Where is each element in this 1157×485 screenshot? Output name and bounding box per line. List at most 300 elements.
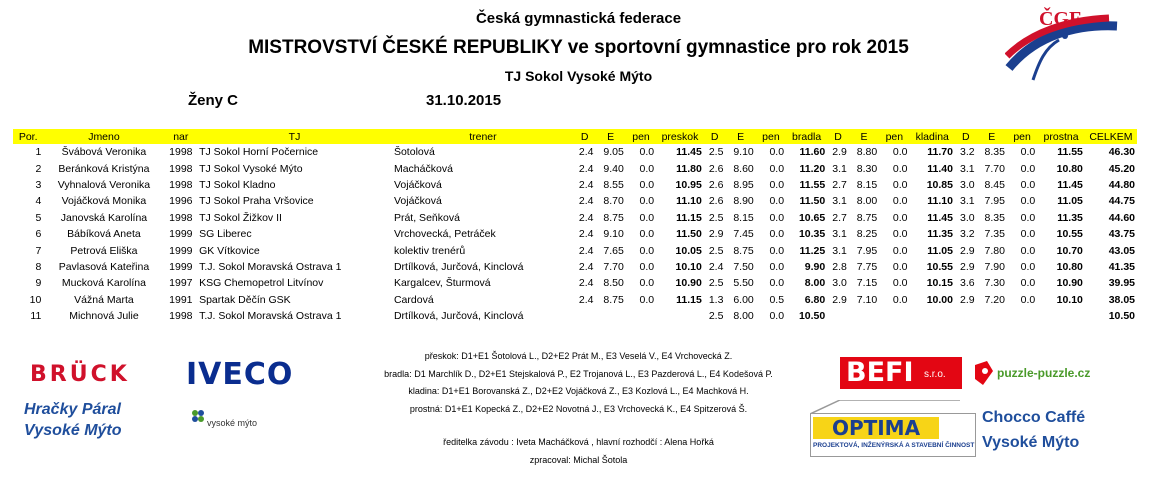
column-header-vault-score: preskok: [656, 129, 704, 144]
cell-floor-score: 11.45: [1057, 178, 1083, 191]
cell-born: 1998: [169, 310, 193, 323]
cell-vault-score: 11.15: [676, 211, 702, 224]
cell-bars-pen: 0.0: [769, 244, 785, 257]
cell-vault-score: 11.45: [676, 146, 702, 159]
cell-vault-e: 9.10: [603, 228, 624, 241]
cell-name: Pavlasová Kateřina: [58, 260, 150, 273]
cell-bars-d: 2.5: [708, 277, 724, 290]
hracky-line2: Vysoké Mýto: [24, 422, 122, 439]
cell-vault-pen: [626, 308, 656, 324]
cell-floor-d: 3.1: [960, 195, 975, 208]
cell-vault-d: 2.4: [578, 195, 594, 208]
page-title: MISTROVSTVÍ ČESKÉ REPUBLIKY ve sportovní gymnastice pro rok 2015: [248, 37, 909, 58]
cell-beam-score: 10.15: [926, 277, 953, 290]
cell-beam-score: [910, 308, 955, 324]
cell-club: Spartak Děčín GSK: [199, 293, 291, 306]
cell-coach: Cardová: [393, 293, 434, 306]
cell-bars-pen: 0.0: [769, 228, 785, 241]
cell-beam-e: 8.30: [856, 162, 878, 175]
director-info: ředitelka závodu : Iveta Macháčková , hlavní rozhodčí : Alena Hořká: [443, 437, 714, 447]
cell-total: 44.80: [1108, 178, 1135, 191]
befi-logo-text: BEFI: [846, 357, 914, 388]
cell-floor-e: 7.80: [984, 244, 1005, 257]
cell-beam-e: 8.15: [856, 178, 878, 191]
judges-vault: přeskok: D1+E1 Šotolová L., D2+E2 Prát M., E3 Veselá V., E4 Vrchovecká Z.: [424, 351, 733, 361]
cell-club: T.J. Sokol Moravská Ostrava 1: [199, 310, 342, 323]
event-date: 31.10.2015: [426, 92, 502, 109]
cell-coach: Drtílková, Jurčová, Kinclová: [393, 310, 524, 323]
cell-club: TJ Sokol Praha Vršovice: [199, 195, 314, 208]
judges-bars: bradla: D1 Marchlík D., D2+E1 Stejskalová P., E2 Trojanová L., E3 Pazderová L., E4 Kodešová P.: [384, 369, 773, 379]
cell-bars-e: 8.00: [733, 310, 754, 323]
cell-club: TJ Sokol Žižkov II: [199, 211, 282, 224]
cell-beam-d: 3.0: [832, 277, 847, 290]
column-header-beam-score: kladina: [910, 129, 955, 144]
column-header-floor-e: E: [977, 129, 1007, 144]
cell-rank: 10: [29, 293, 42, 306]
table-row: [13, 292, 1137, 308]
cell-born: 1998: [169, 211, 193, 224]
cell-bars-score: 10.35: [798, 228, 826, 241]
cell-floor-pen: [1007, 308, 1037, 324]
cell-coach: Vrchovecká, Petráček: [393, 228, 496, 241]
column-header-floor-d: D: [955, 129, 977, 144]
cell-bars-e: 8.75: [733, 244, 754, 257]
cell-vault-e: 7.70: [603, 260, 624, 273]
processed-by: zpracoval: Michal Šotola: [529, 455, 628, 465]
cell-vault-e: 8.70: [603, 195, 624, 208]
cell-beam-pen: 0.0: [892, 244, 908, 257]
column-header-bars-pen: pen: [756, 129, 786, 144]
cell-floor-d: 3.2: [960, 146, 975, 159]
befi-logo-sro: s.r.o.: [924, 369, 946, 380]
cell-beam-pen: 0.0: [892, 211, 908, 224]
cell-coach: Prát, Seňková: [393, 211, 460, 224]
cell-vault-e: 9.05: [603, 146, 624, 159]
cell-beam-pen: 0.0: [892, 162, 908, 175]
organizer: TJ Sokol Vysoké Mýto: [504, 68, 653, 84]
cell-vault-pen: 0.0: [639, 244, 655, 257]
cell-floor-score: 10.80: [1056, 260, 1083, 273]
column-header-rank: Por.: [13, 129, 43, 144]
cell-vault-score: 11.50: [676, 228, 702, 241]
cell-rank: 7: [35, 244, 42, 257]
optima-logo-sub: PROJEKTOVÁ, INŽENÝRSKÁ A STAVEBNÍ ČINNOST: [813, 442, 975, 449]
cell-vault-e: 8.55: [603, 178, 624, 191]
judges-floor: prostná: D1+E1 Kopecká Z., D2+E2 Novotná J., E3 Vrchovecká K., E4 Spitzerová Š.: [409, 404, 748, 414]
cell-vault-d: 2.4: [578, 244, 594, 257]
cell-rank: 11: [30, 310, 42, 323]
cell-total: 46.30: [1108, 146, 1135, 159]
cell-total: 43.05: [1108, 244, 1135, 257]
column-header-club: TJ: [197, 129, 392, 144]
cell-floor-d: 3.0: [960, 178, 975, 191]
cell-floor-score: 11.35: [1057, 211, 1083, 224]
cell-floor-e: 7.20: [984, 293, 1005, 306]
vysoke-myto-logo: vysoké mýto: [207, 418, 258, 428]
cell-floor-d: 2.9: [960, 260, 975, 273]
cell-beam-score: 11.70: [927, 146, 953, 159]
cell-born: 1991: [169, 293, 193, 306]
cell-vault-pen: 0.0: [639, 162, 655, 175]
cell-coach: Kargalcev, Šturmová: [393, 277, 491, 290]
cell-name: Janovská Karolína: [60, 211, 148, 224]
cell-floor-d: 3.6: [960, 277, 975, 290]
cell-beam-e: 8.80: [856, 146, 878, 159]
column-header-floor-score: prostna: [1037, 129, 1085, 144]
cell-vault-pen: 0.0: [639, 277, 655, 290]
cell-floor-pen: 0.0: [1020, 146, 1036, 159]
cell-vault-score: 10.95: [675, 178, 702, 191]
cell-vault-pen: 0.0: [639, 293, 655, 306]
cell-vault-e: 8.50: [603, 277, 624, 290]
bruck-logo: BRÜCK: [30, 362, 130, 387]
cell-vault-pen: 0.0: [639, 195, 655, 208]
cell-floor-d: 2.9: [960, 244, 975, 257]
cell-beam-e: 7.75: [856, 260, 878, 273]
cell-beam-pen: 0.0: [892, 260, 908, 273]
cell-floor-pen: 0.0: [1020, 162, 1036, 175]
cell-bars-score: 9.90: [804, 260, 826, 273]
optima-logo: [810, 413, 976, 457]
cell-beam-d: 2.7: [832, 211, 847, 224]
cell-bars-d: 2.4: [708, 260, 724, 273]
cell-vault-d: 2.4: [578, 162, 594, 175]
cell-name: Vojáčková Monika: [61, 195, 147, 208]
cell-floor-pen: 0.0: [1020, 211, 1036, 224]
cell-club: TJ Sokol Horní Počernice: [199, 146, 319, 159]
cell-floor-d: 3.0: [960, 211, 975, 224]
category: Ženy C: [188, 92, 239, 109]
cell-vault-d: 2.4: [578, 228, 594, 241]
cell-beam-score: 10.55: [926, 260, 953, 273]
column-header-vault-d: D: [574, 129, 596, 144]
cell-total: 44.60: [1108, 211, 1135, 224]
iveco-logo: IVECO: [186, 357, 294, 392]
cell-vault-e: [596, 308, 626, 324]
table-row: [13, 242, 1137, 258]
cell-club: T.J. Sokol Moravská Ostrava 1: [199, 260, 342, 273]
cgf-logo: [1005, 6, 1123, 86]
federation-name: Česká gymnastická federace: [475, 10, 682, 27]
cell-vault-pen: 0.0: [639, 146, 655, 159]
table-row: [13, 308, 1137, 324]
cell-bars-pen: 0.0: [769, 162, 785, 175]
cell-vault-pen: 0.0: [639, 228, 655, 241]
cell-floor-e: 8.35: [984, 211, 1005, 224]
cell-club: GK Vítkovice: [199, 244, 260, 257]
cell-bars-e: 9.10: [733, 146, 754, 159]
cell-floor-pen: 0.0: [1020, 178, 1036, 191]
befi-logo: [840, 357, 962, 389]
cell-vault-d: 2.4: [578, 146, 594, 159]
cell-beam-e: 7.10: [856, 293, 878, 306]
cell-bars-score: 11.25: [799, 244, 826, 257]
cell-beam-pen: 0.0: [892, 146, 908, 159]
cell-born: 1998: [169, 146, 193, 159]
cell-bars-d: 2.6: [708, 162, 724, 175]
chocco-line1: Chocco Caffé: [982, 409, 1086, 426]
cell-vault-pen: 0.0: [639, 211, 655, 224]
column-header-name: Jmeno: [43, 129, 164, 144]
cell-beam-pen: 0.0: [892, 178, 908, 191]
cell-rank: 6: [35, 228, 42, 241]
cell-born: 1998: [169, 162, 193, 175]
cell-floor-e: 7.90: [984, 260, 1005, 273]
chocco-line2: Vysoké Mýto: [982, 434, 1080, 451]
cell-floor-score: 10.70: [1056, 244, 1083, 257]
cell-bars-score: 8.00: [804, 277, 826, 290]
cell-name: Vyhnalová Veronika: [57, 178, 151, 191]
cell-beam-score: 11.05: [927, 244, 953, 257]
cell-born: 1999: [169, 260, 193, 273]
column-header-floor-pen: pen: [1007, 129, 1037, 144]
cell-name: Petrová Eliška: [70, 244, 138, 257]
cell-rank: 3: [35, 178, 42, 191]
table-row: [13, 144, 1137, 160]
cell-rank: 2: [35, 162, 42, 175]
cell-vault-score: 10.90: [675, 277, 702, 290]
cell-bars-pen: 0.0: [769, 277, 785, 290]
vysoke-myto-emblem-icon: [190, 408, 206, 424]
cell-born: 1997: [169, 277, 193, 290]
cell-bars-score: 10.65: [798, 211, 826, 224]
cell-floor-pen: 0.0: [1020, 293, 1036, 306]
cell-vault-score: 11.80: [676, 162, 702, 175]
cell-bars-d: 2.6: [708, 178, 724, 191]
cell-total: 43.75: [1108, 228, 1135, 241]
column-header-beam-e: E: [849, 129, 879, 144]
cell-beam-d: 2.9: [832, 146, 847, 159]
cell-bars-e: 7.45: [733, 228, 754, 241]
cell-coach: Šotolová: [393, 146, 435, 159]
cell-bars-pen: 0.0: [769, 211, 785, 224]
cell-total: 38.05: [1108, 293, 1135, 306]
cell-name: Mucková Karolína: [61, 277, 146, 290]
table-header-row: [13, 129, 1137, 144]
cell-floor-score: 11.05: [1057, 195, 1083, 208]
cell-bars-e: 6.00: [733, 293, 754, 306]
cell-floor-e: 7.35: [984, 228, 1005, 241]
table-row: [13, 177, 1137, 193]
cell-bars-e: 5.50: [733, 277, 754, 290]
cell-beam-score: 10.00: [926, 293, 953, 306]
cell-name: Michnová Julie: [69, 310, 139, 323]
table-row: [13, 226, 1137, 242]
cell-floor-pen: 0.0: [1020, 244, 1036, 257]
cell-bars-score: 6.80: [804, 293, 826, 306]
cell-bars-score: 11.50: [799, 195, 826, 208]
cell-floor-e: 7.95: [984, 195, 1005, 208]
cell-club: KSG Chemopetrol Litvínov: [199, 277, 324, 290]
cell-vault-d: 2.4: [578, 178, 594, 191]
cell-beam-score: 11.35: [927, 228, 953, 241]
cell-club: SG Liberec: [199, 228, 252, 241]
cell-beam-pen: [879, 308, 909, 324]
cell-rank: 9: [35, 277, 42, 290]
cell-floor-e: [977, 308, 1007, 324]
cell-born: 1998: [169, 178, 193, 191]
cell-vault-pen: 0.0: [639, 260, 655, 273]
cell-bars-d: 2.5: [708, 244, 724, 257]
cell-bars-e: 7.50: [733, 260, 754, 273]
cell-floor-e: 8.45: [984, 178, 1005, 191]
cell-bars-e: 8.90: [733, 195, 754, 208]
cell-coach: Drtílková, Jurčová, Kinclová: [393, 260, 524, 273]
cell-bars-score: 11.20: [799, 162, 826, 175]
cell-floor-d: 3.2: [960, 228, 975, 241]
cell-beam-d: 2.9: [832, 293, 847, 306]
cell-floor-score: 10.10: [1056, 293, 1083, 306]
cell-beam-pen: 0.0: [892, 228, 908, 241]
cell-bars-e: 8.95: [733, 178, 754, 191]
table-row: [13, 160, 1137, 176]
cell-floor-e: 8.35: [984, 146, 1005, 159]
cell-vault-e: 7.65: [603, 244, 624, 257]
cell-rank: 4: [35, 195, 42, 208]
table-row: [13, 193, 1137, 209]
cell-beam-score: 11.45: [927, 211, 953, 224]
cell-vault-d: 2.4: [578, 260, 594, 273]
cell-bars-d: 2.5: [708, 211, 724, 224]
cell-vault-score: 10.10: [675, 260, 702, 273]
cell-bars-pen: 0.0: [769, 146, 785, 159]
cell-floor-score: 11.55: [1057, 146, 1083, 159]
cell-beam-d: 3.1: [832, 244, 847, 257]
cell-beam-score: 11.10: [927, 195, 953, 208]
cell-floor-pen: 0.0: [1020, 228, 1036, 241]
cell-bars-pen: 0.0: [769, 178, 785, 191]
cell-total: 10.50: [1108, 310, 1135, 323]
cell-floor-e: 7.70: [984, 162, 1005, 175]
cell-bars-score: 10.50: [798, 310, 826, 323]
cell-beam-score: 10.85: [926, 178, 953, 191]
cell-bars-pen: 0.0: [769, 310, 785, 323]
cell-vault-score: 10.05: [675, 244, 702, 257]
cell-total: 41.35: [1108, 260, 1135, 273]
puzzle-logo: puzzle-puzzle.cz: [997, 366, 1091, 380]
cell-bars-e: 8.60: [733, 162, 754, 175]
cell-vault-d: [574, 308, 596, 324]
cell-beam-score: 11.40: [927, 162, 953, 175]
cell-vault-e: 8.75: [603, 211, 624, 224]
cell-beam-d: [827, 308, 849, 324]
cell-beam-d: 2.7: [832, 178, 847, 191]
cell-beam-pen: 0.0: [892, 277, 908, 290]
column-header-bars-e: E: [725, 129, 755, 144]
cell-beam-d: 3.1: [832, 162, 847, 175]
cell-beam-e: [849, 308, 879, 324]
cell-bars-e: 8.15: [733, 211, 754, 224]
cell-name: Vážná Marta: [74, 293, 134, 306]
column-header-vault-pen: pen: [626, 129, 656, 144]
cell-coach: kolektiv trenérů: [393, 244, 466, 257]
puzzle-icon: [973, 359, 995, 387]
cell-floor-score: [1037, 308, 1085, 324]
cell-coach: Macháčková: [393, 162, 453, 175]
cell-club: TJ Sokol Vysoké Mýto: [199, 162, 303, 175]
cell-beam-e: 7.95: [856, 244, 878, 257]
cell-vault-e: 9.40: [603, 162, 624, 175]
cell-beam-e: 8.25: [856, 228, 878, 241]
cell-total: 39.95: [1108, 277, 1135, 290]
hracky-line1: Hračky Páral: [24, 401, 121, 418]
judges-beam: kladina: D1+E1 Borovanská Z., D2+E2 Vojáčková Z., E3 Kozlová L., E4 Machková H.: [408, 386, 749, 396]
cell-bars-d: 2.6: [708, 195, 724, 208]
cell-total: 45.20: [1108, 162, 1135, 175]
cell-total: 44.75: [1108, 195, 1135, 208]
cell-vault-e: 8.75: [603, 293, 624, 306]
cell-vault-d: 2.4: [578, 293, 594, 306]
cell-bars-d: 2.5: [708, 146, 724, 159]
cell-floor-pen: 0.0: [1020, 260, 1036, 273]
cell-beam-pen: 0.0: [892, 293, 908, 306]
table-row: [13, 259, 1137, 275]
cell-born: 1996: [169, 195, 193, 208]
cell-floor-d: 3.1: [960, 162, 975, 175]
cell-floor-pen: 0.0: [1020, 277, 1036, 290]
cell-bars-d: 2.9: [708, 228, 724, 241]
cell-floor-d: [955, 308, 977, 324]
cell-bars-pen: 0.0: [769, 260, 785, 273]
cell-bars-score: 11.60: [799, 146, 826, 159]
table-row: [13, 275, 1137, 291]
optima-logo-text: OPTIMA: [813, 417, 939, 439]
cell-rank: 1: [35, 146, 42, 159]
cell-coach: Vojáčková: [393, 195, 442, 208]
cell-born: 1999: [169, 228, 193, 241]
cell-beam-d: 3.1: [832, 228, 847, 241]
optima-roof-icon: [810, 400, 960, 414]
cell-coach: Vojáčková: [393, 178, 442, 191]
cell-rank: 5: [35, 211, 42, 224]
cell-vault-score: 11.15: [676, 293, 702, 306]
column-header-born: nar: [165, 129, 197, 144]
cell-vault-d: 2.4: [578, 211, 594, 224]
cell-name: Bábíková Aneta: [67, 228, 141, 241]
cell-vault-pen: 0.0: [639, 178, 655, 191]
table-row: [13, 210, 1137, 226]
column-header-beam-d: D: [827, 129, 849, 144]
cell-bars-d: 1.3: [708, 293, 724, 306]
cell-club: TJ Sokol Kladno: [199, 178, 276, 191]
cell-name: Švábová Veronika: [61, 146, 147, 159]
cell-beam-e: 8.00: [856, 195, 878, 208]
column-header-vault-e: E: [596, 129, 626, 144]
column-header-total: CELKEM: [1085, 129, 1137, 144]
cell-name: Beránková Kristýna: [58, 162, 150, 175]
column-header-bars-d: D: [704, 129, 726, 144]
cell-floor-pen: 0.0: [1020, 195, 1036, 208]
cell-floor-d: 2.9: [960, 293, 975, 306]
column-header-bars-score: bradla: [786, 129, 827, 144]
cell-vault-score: 11.10: [676, 195, 702, 208]
cell-beam-pen: 0.0: [892, 195, 908, 208]
cell-floor-score: 10.90: [1056, 277, 1083, 290]
cell-floor-score: 10.55: [1056, 228, 1083, 241]
column-header-beam-pen: pen: [879, 129, 909, 144]
cell-vault-score: [656, 308, 704, 324]
cell-born: 1999: [169, 244, 193, 257]
cell-vault-d: 2.4: [578, 277, 594, 290]
cell-rank: 8: [35, 260, 42, 273]
cell-beam-d: 3.1: [832, 195, 847, 208]
column-header-coach: trener: [392, 129, 574, 144]
cell-beam-e: 8.75: [856, 211, 878, 224]
cell-floor-score: 10.80: [1056, 162, 1083, 175]
cell-bars-pen: 0.5: [769, 293, 785, 306]
cell-floor-e: 7.30: [984, 277, 1005, 290]
